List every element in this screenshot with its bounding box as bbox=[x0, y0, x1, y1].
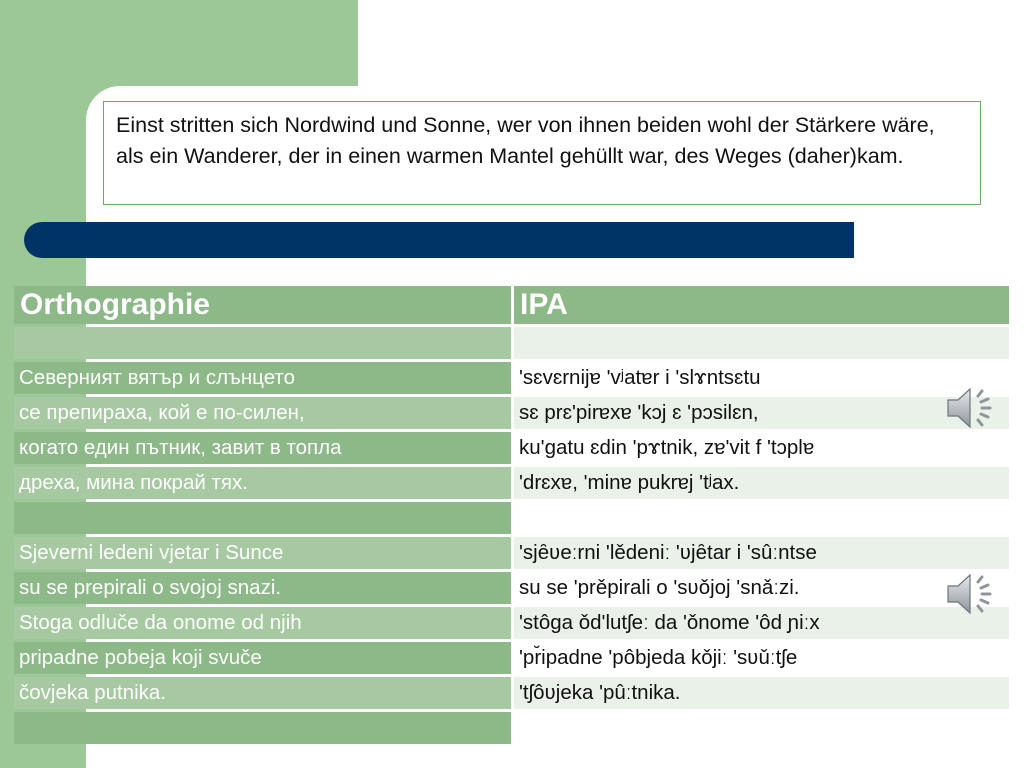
table-row bbox=[14, 397, 1009, 429]
orthography-cell: Sjeverni ledeni vjetar i Sunce bbox=[14, 537, 511, 569]
table-row bbox=[14, 502, 1009, 534]
orthography-cell: когато един пътник, завит в топла bbox=[14, 432, 511, 464]
decorative-bar bbox=[24, 222, 854, 258]
table-row bbox=[14, 362, 1009, 394]
ipa-cell: 'stôga ǒd'lutʃeː da 'ǒnome 'ôd ɲiːx bbox=[514, 607, 1009, 639]
orthography-cell: čovjeka putnika. bbox=[14, 677, 511, 709]
table-row bbox=[14, 712, 1009, 744]
orthography-cell: su se prepirali o svojoj snazi. bbox=[14, 572, 511, 604]
column-header-orthographie: Orthographie bbox=[14, 286, 511, 324]
ipa-cell: ku'gatu ɛdin 'pɤtnik, zɐ'vit f 'tɔplɐ bbox=[514, 432, 1009, 464]
ipa-cell: su se 'prěpirali o 'sʋǒjoj 'snǎːzi. bbox=[514, 572, 1009, 604]
ipa-cell: 'tʃôʋjeka 'pûːtnika. bbox=[514, 677, 1009, 709]
table-row bbox=[14, 572, 1009, 604]
table-row bbox=[14, 467, 1009, 499]
orthography-cell: pripadne pobeja koji svuče bbox=[14, 642, 511, 674]
orthography-cell: Северният вятър и слънцето bbox=[14, 362, 511, 394]
table-row bbox=[14, 432, 1009, 464]
table-header-row bbox=[14, 286, 1009, 324]
transcription-table bbox=[11, 283, 1012, 747]
intro-text: Einst stritten sich Nordwind und Sonne, wer von ihnen beiden wohl der Stärkere wäre, als ein Wanderer, der in einen warmen Mantel gehüllt war, des Weges (daher)kam. bbox=[116, 113, 935, 168]
ipa-cell: sɛ prɛ'pirɐxɐ 'kɔj ɛ 'pɔsilɛn, bbox=[514, 397, 1009, 429]
orthography-cell bbox=[14, 712, 511, 744]
table-row bbox=[14, 677, 1009, 709]
ipa-cell: 'sjȇʋeːrni 'lědeniː 'ʋjȇtar i 'sûːntse bbox=[514, 537, 1009, 569]
ipa-cell bbox=[514, 327, 1009, 359]
orthography-cell bbox=[14, 327, 511, 359]
orthography-cell: се препираха, кой е по-силен, bbox=[14, 397, 511, 429]
table-row bbox=[14, 537, 1009, 569]
orthography-cell: дреха, мина покрай тях. bbox=[14, 467, 511, 499]
speaker-icon[interactable] bbox=[944, 380, 1000, 436]
table-row bbox=[14, 642, 1009, 674]
orthography-cell: Stoga odluče da onome od njih bbox=[14, 607, 511, 639]
intro-text-box bbox=[103, 101, 981, 205]
column-header-ipa: IPA bbox=[514, 286, 1009, 324]
ipa-cell bbox=[514, 712, 1009, 744]
table-row bbox=[14, 607, 1009, 639]
table-row bbox=[14, 327, 1009, 359]
ipa-cell bbox=[514, 502, 1009, 534]
ipa-cell: 'drɛxɐ, 'minɐ pukrɐj 'tʲax. bbox=[514, 467, 1009, 499]
ipa-cell: 'pr̆ipadne 'pôbjeda kǒjiː 'sʋǔːtʃe bbox=[514, 642, 1009, 674]
speaker-icon[interactable] bbox=[944, 566, 1000, 622]
orthography-cell bbox=[14, 502, 511, 534]
ipa-cell: 'sɛvɛrnijɐ 'vʲatɐr i 'slɤntsɛtu bbox=[514, 362, 1009, 394]
